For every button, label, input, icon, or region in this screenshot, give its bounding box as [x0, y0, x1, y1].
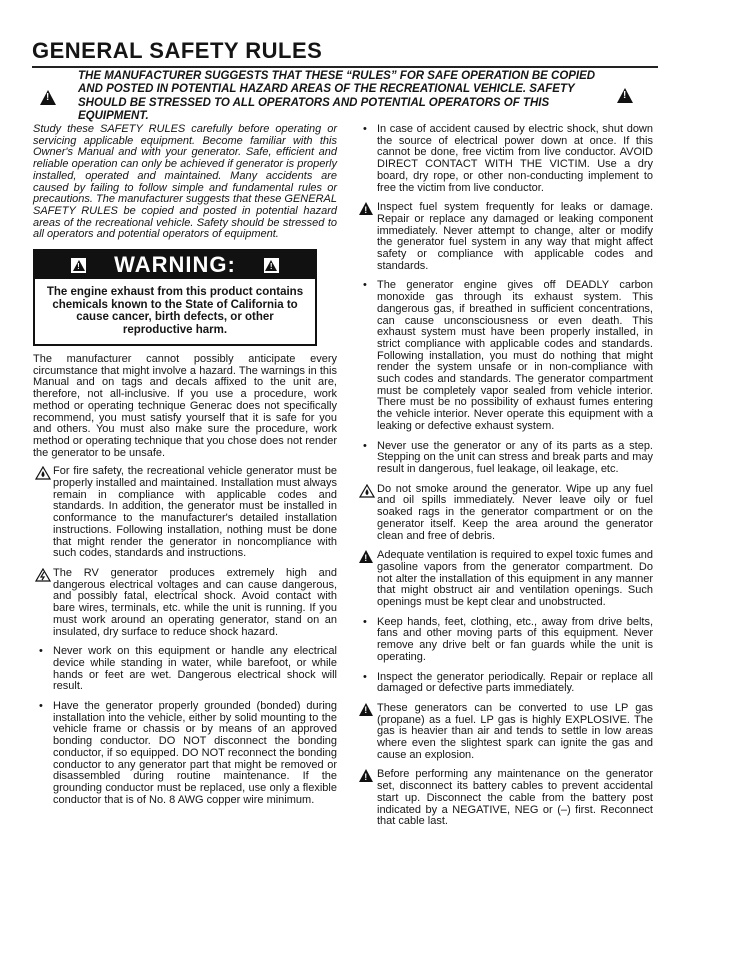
warning-banner: [35, 251, 315, 279]
rule-item: [357, 617, 653, 664]
rule-text: These generators can be converted to use LP gas (propane) as a fuel. LP gas is highly EXPLOSIVE. The gas is heavier than air and tends to settle in low areas where even the slightest spark can ignite the gas and cause an explosion.: [377, 701, 653, 761]
rule-text: For fire safety, the recreational vehicle generator must be properly installed and maintained. Installation must always remain in compliance with applicable codes and standards. In addition, the generator must be installed in conformance to the manufacturer's detailed installation instructions. Following installation, nothing must be done that might render the generator in noncompliance with such codes, standards and instructions.: [53, 465, 337, 560]
rule-text: Keep hands, feet, clothing, etc., away from drive belts, fans and other moving parts of this equipment. Never remove any drive belt or fan guards while the unit is operating.: [377, 615, 653, 663]
rule-item: [33, 466, 337, 560]
rule-text: Adequate ventilation is required to expel toxic fumes and gasoline vapors from the generator compartment. Do not alter the installation of this equipment in any manner that might obstruct air and ventilation openings. Such openings must be kept clear and unobstructed.: [377, 549, 653, 609]
bullet-icon: •: [363, 439, 367, 452]
warning-triangle-icon: [40, 90, 56, 105]
bullet-icon: •: [363, 670, 367, 683]
explosion-hazard-icon: [359, 703, 373, 720]
rule-item: [357, 550, 653, 609]
page-title: GENERAL SAFETY RULES: [32, 38, 323, 63]
rule-text: Never use the generator or any of its parts as a step. Stepping on the unit can stress and break parts and may result in dangerous, fuel leakage, oil leakage, etc.: [377, 439, 653, 475]
rule-item: [357, 769, 653, 828]
electrical-hazard-icon: [35, 568, 51, 586]
bullet-icon: •: [363, 123, 367, 135]
rule-text: Do not smoke around the generator. Wipe up any fuel and oil spills immediately. Never leave oily or fuel soaked rags in the generator compartment or on the generator itself. Keep the area around the generator clean and free of debris.: [377, 482, 653, 542]
bullet-icon: •: [39, 645, 43, 658]
rule-item: [357, 124, 653, 194]
fire-hazard-icon: [359, 484, 375, 502]
warning-triangle-icon: [71, 258, 86, 273]
disclaimer-paragraph: The manufacturer cannot possibly anticipate every circumstance that might involve a hazard. The warnings in this Manual and on tags and decals affixed to the unit are, therefore, not all-inclusive. If you use a procedure, work method or operating technique Generac does not specifically recommend, you must satisfy yourself that it is safe for you and others. You must also make sure the procedure, work method or operating technique that you chose does not render the generator to be unsafe.: [33, 353, 337, 459]
bullet-icon: •: [39, 700, 43, 713]
rule-item: [357, 280, 653, 432]
warning-box: [33, 249, 317, 346]
bullet-icon: •: [363, 279, 367, 292]
intro-heading: THE MANUFACTURER SUGGESTS THAT THESE “RULES” FOR SAFE OPERATION BE COPIED AND POSTED IN POTENTIAL HAZARD AREAS OF THE RECREATIONAL VEHICLE. SAFETY SHOULD BE STRESSED TO ALL OPERATORS AND POTENTIAL OPERATORS OF THIS EQUIPMENT.: [78, 70, 596, 122]
warning-triangle-icon: [359, 769, 373, 786]
rule-text: The RV generator produces extremely high and dangerous electrical voltages and can cause dangerous, and possibly fatal, electrical shock. Avoid contact with bare wires, terminals, etc. while the unit is running. If you must work around an operating generator, stand on an insulated, dry surface to reduce shock hazard.: [53, 566, 337, 638]
rule-item: [357, 703, 653, 762]
bullet-icon: •: [363, 615, 367, 628]
rule-text: In case of accident caused by electric shock, shut down the source of electrical power down at once. If this cannot be done, free victim from live conductor. AVOID DIRECT CONTACT WITH THE VICTIM. Use a dry board, dry rope, or other non-conducting implement to free the victim from live conductor.: [377, 123, 653, 194]
left-column: [33, 124, 337, 814]
rule-item: [357, 202, 653, 272]
rule-text: Inspect the generator periodically. Repair or replace all damaged or defective parts immediately.: [377, 670, 653, 695]
warning-triangle-icon: [359, 202, 373, 219]
rule-item: [33, 646, 337, 693]
rule-text: The generator engine gives off DEADLY carbon monoxide gas through its exhaust system. This dangerous gas, if breathed in sufficient concentrations, can cause unconsciousness or even death. This exhaust system must have been properly installed, in strict compliance with applicable codes and standards. Following installation, you must do nothing that might render the system unsafe or in non-compliance with such codes and standards. The generator compartment must be completely vapor sealed from vehicle interior. There must be no possibility of exhaust fumes entering the vehicle interior. Never operate this equipment with a leaking or defective exhaust system.: [377, 279, 653, 432]
warning-triangle-icon: [617, 88, 633, 103]
rule-text: Have the generator properly grounded (bonded) during installation into the vehicle, either by solid mounting to the vehicle frame or chassis or by means of an approved bonding conductor. DO NOT disconnect the bonding conductor, if so equipped. DO NOT reconnect the bonding conductor to any generator part that might be removed or disassembled during routine maintenance. If the grounding conductor must be replaced, use only a flexible conductor that is of No. 8 AWG copper wire minimum.: [53, 700, 337, 806]
rule-text: Never work on this equipment or handle any electrical device while standing in water, while barefoot, or while hands or feet are wet. Dangerous electrical shock will result.: [53, 645, 337, 693]
warning-text: The engine exhaust from this product contains chemicals known to the State of California to cause cancer, birth defects, or other reproductive harm.: [46, 286, 304, 336]
warning-label: WARNING:: [114, 252, 236, 278]
title-rule: [32, 66, 658, 68]
warning-triangle-icon: [359, 550, 373, 567]
rule-item: [357, 441, 653, 476]
rule-item: [33, 701, 337, 806]
fire-hazard-icon: [35, 466, 51, 484]
rule-text: Before performing any maintenance on the generator set, disconnect its battery cables to prevent accidental start up. Disconnect the cable from the battery post indicated by a NEGATIVE, NEG or (–) first. Reconnect that cable last.: [377, 768, 653, 828]
rule-item: [357, 672, 653, 695]
rule-item: [33, 568, 337, 638]
lead-paragraph: Study these SAFETY RULES carefully before operating or servicing applicable equipment. Become familiar with this Owner's Manual and with your generator. Safe, efficient and reliable operation can only be achieved if generator is properly installed, operated and maintained. Many accidents are caused by failing to follow simple and fundamental rules or precautions. The manufacturer suggests that these GENERAL SAFETY RULES be copied and posted in potential hazard areas of the recreational vehicle. Safety should be stressed to all operators and potential operators of equipment.: [33, 123, 337, 241]
right-column: [357, 124, 653, 836]
rule-item: [357, 484, 653, 543]
warning-triangle-icon: [264, 258, 279, 273]
rule-text: Inspect fuel system frequently for leaks or damage. Repair or replace any damaged or leaking component immediately. Never attempt to change, alter or modify the generator fuel system in any way that might affect safety or compliance with applicable codes and standards.: [377, 201, 653, 272]
